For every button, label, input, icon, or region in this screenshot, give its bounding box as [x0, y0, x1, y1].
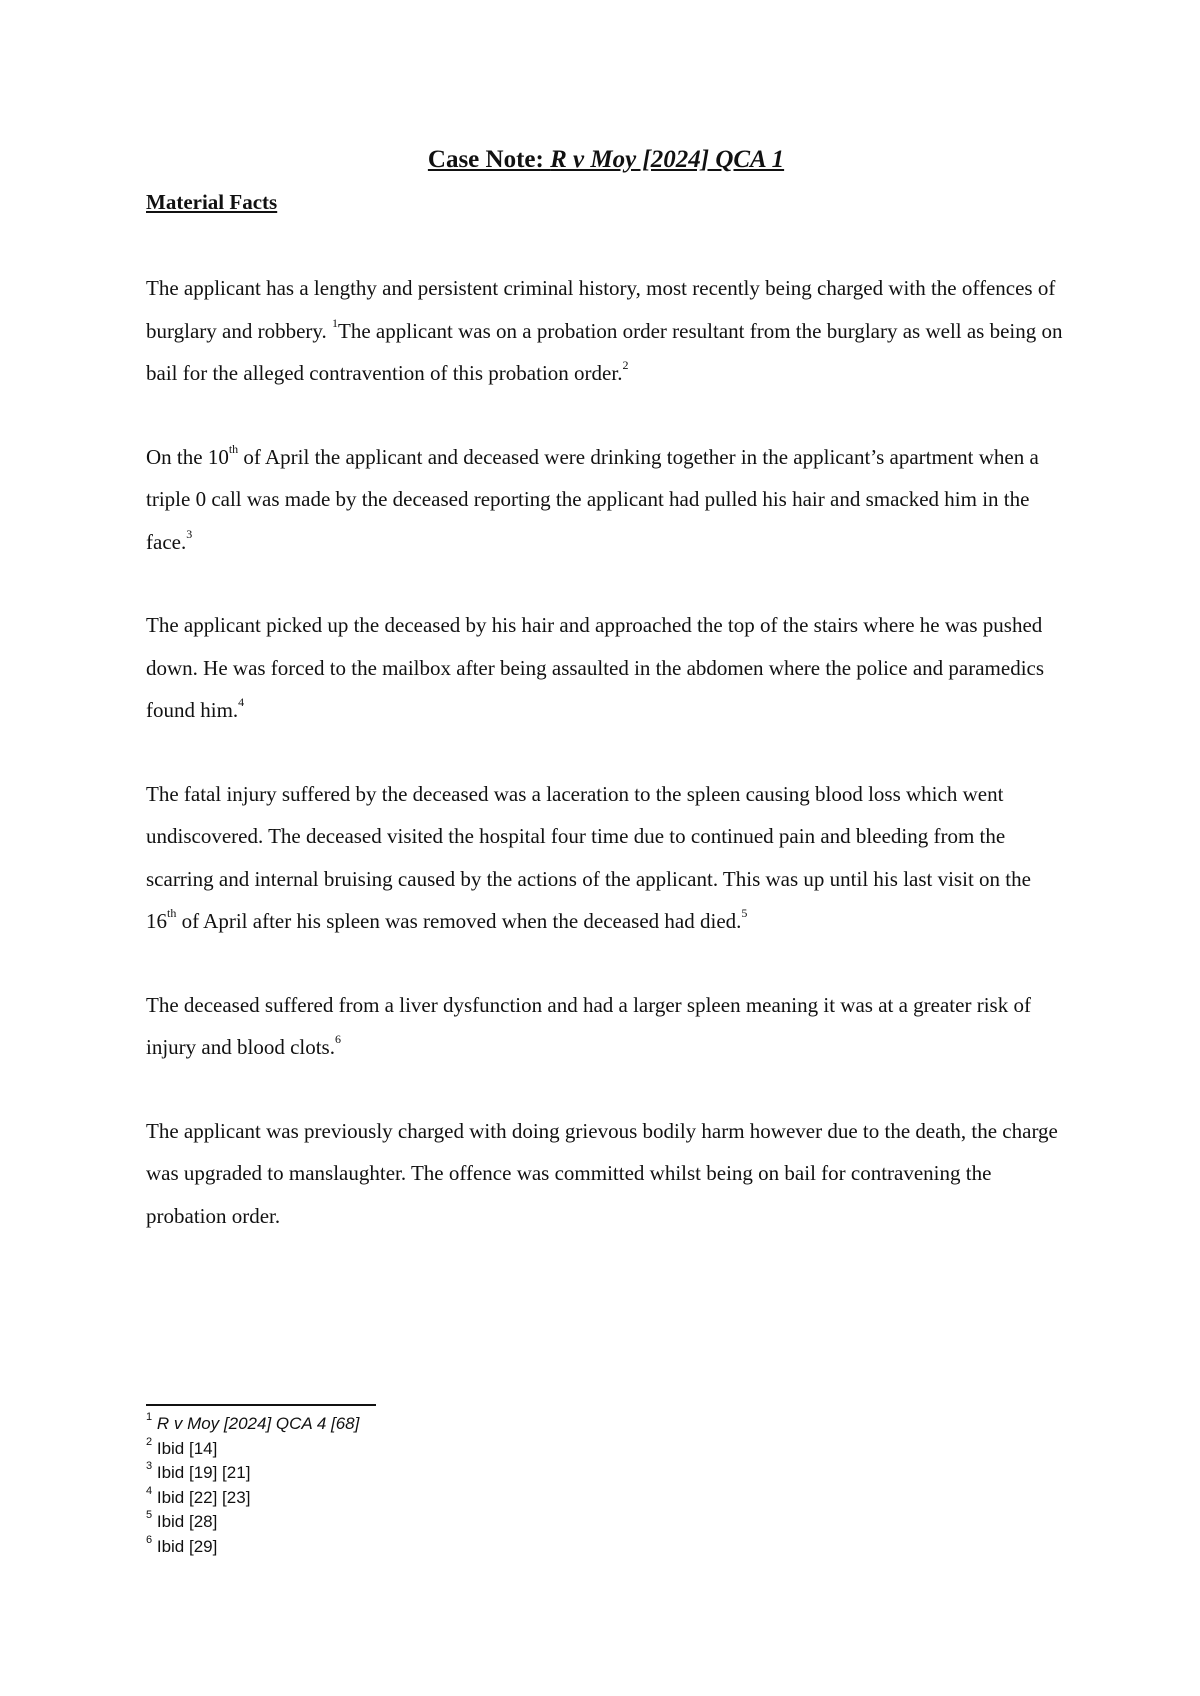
paragraph: [146, 604, 1066, 732]
superscript: 6: [334, 1032, 341, 1046]
paragraphs: [146, 267, 1066, 1237]
footnotes: [146, 1404, 746, 1559]
superscript: th: [228, 441, 239, 456]
paragraph-text: On the 10: [146, 444, 229, 469]
document-body: [146, 146, 1066, 1278]
paragraph-text: The applicant picked up the deceased by his hair and approached the top of the stairs where he was pushed down. He was forced to the mailbox after being assaulted in the abdomen where the police and paramedics found him.: [146, 613, 1045, 722]
footnote-text: Ibid [29]: [152, 1536, 218, 1556]
superscript: 3: [186, 526, 193, 541]
footnote-number: 5: [146, 1509, 153, 1522]
paragraph-text: The applicant was previously charged with doing grievous bodily harm however due to the death, the charge was upgraded to manslaughter. The offence was committed whilst being on bail for contravening the probation order.: [146, 1118, 1058, 1228]
paragraph: [146, 267, 1066, 395]
footnote-number: 6: [146, 1533, 153, 1546]
paragraph: [146, 436, 1066, 564]
title-prefix: Case Note:: [427, 146, 551, 173]
paragraph-text: The applicant has a lengthy and persistent criminal history, most recently being charged with the offences of burglary and robbery.: [146, 276, 1056, 343]
section-heading: Material Facts: [146, 190, 278, 214]
paragraph: [146, 773, 1066, 943]
footnote-text: Ibid [28]: [152, 1512, 218, 1531]
footnote-separator: [146, 1404, 376, 1406]
paragraph-text: The applicant was on a probation order resultant from the burglary as well as being on bail for the alleged contravention of this probation order.: [146, 318, 1063, 385]
footnote-number: 2: [146, 1435, 153, 1448]
superscript: th: [167, 906, 177, 920]
footnote-text: Ibid [19] [21]: [152, 1463, 251, 1482]
footnote-number: 4: [146, 1484, 153, 1497]
title-case-citation: R v Moy [2024] QCA 1: [550, 146, 785, 173]
footnote-text: Ibid [22] [23]: [152, 1487, 251, 1507]
superscript: 5: [741, 906, 748, 920]
footnote-number: 1: [146, 1411, 153, 1424]
footnote-item: [146, 1461, 746, 1486]
paragraph-text: The fatal injury suffered by the deceased was a laceration to the spleen causing blood loss which went undiscovered. The deceased visited the hospital four time due to continued pain and bleeding from the scarring and internal bruising caused by the actions of the applicant. This was up until his last visit on the 16: [146, 781, 1031, 933]
paragraph-text: of April the applicant and deceased were drinking together in the applicant’s apartment when a triple 0 call was made by the deceased reporting the applicant had pulled his hair and smacked him in the face.: [146, 444, 1039, 554]
superscript: 2: [622, 358, 629, 372]
footnote-item: [146, 1535, 746, 1560]
footnote-text: R v Moy [2024] QCA 4 [68]: [152, 1414, 360, 1433]
footnote-item: [146, 1437, 746, 1462]
superscript: 1: [332, 315, 339, 330]
paragraph: [146, 984, 1066, 1069]
footnote-item: [146, 1486, 746, 1511]
footnote-item: [146, 1510, 746, 1535]
superscript: 4: [238, 695, 245, 709]
footnote-item: [146, 1412, 746, 1437]
footnote-text: Ibid [14]: [152, 1438, 218, 1458]
footnote-list: [146, 1412, 746, 1559]
footnote-number: 3: [146, 1460, 153, 1473]
paragraph-text: The deceased suffered from a liver dysfunction and had a larger spleen meaning it was at a greater risk of injury and blood clots.: [146, 992, 1031, 1059]
paragraph: [146, 1110, 1066, 1238]
paragraph-text: of April after his spleen was removed when the deceased had died.: [176, 909, 742, 933]
page-title: [146, 146, 1066, 174]
